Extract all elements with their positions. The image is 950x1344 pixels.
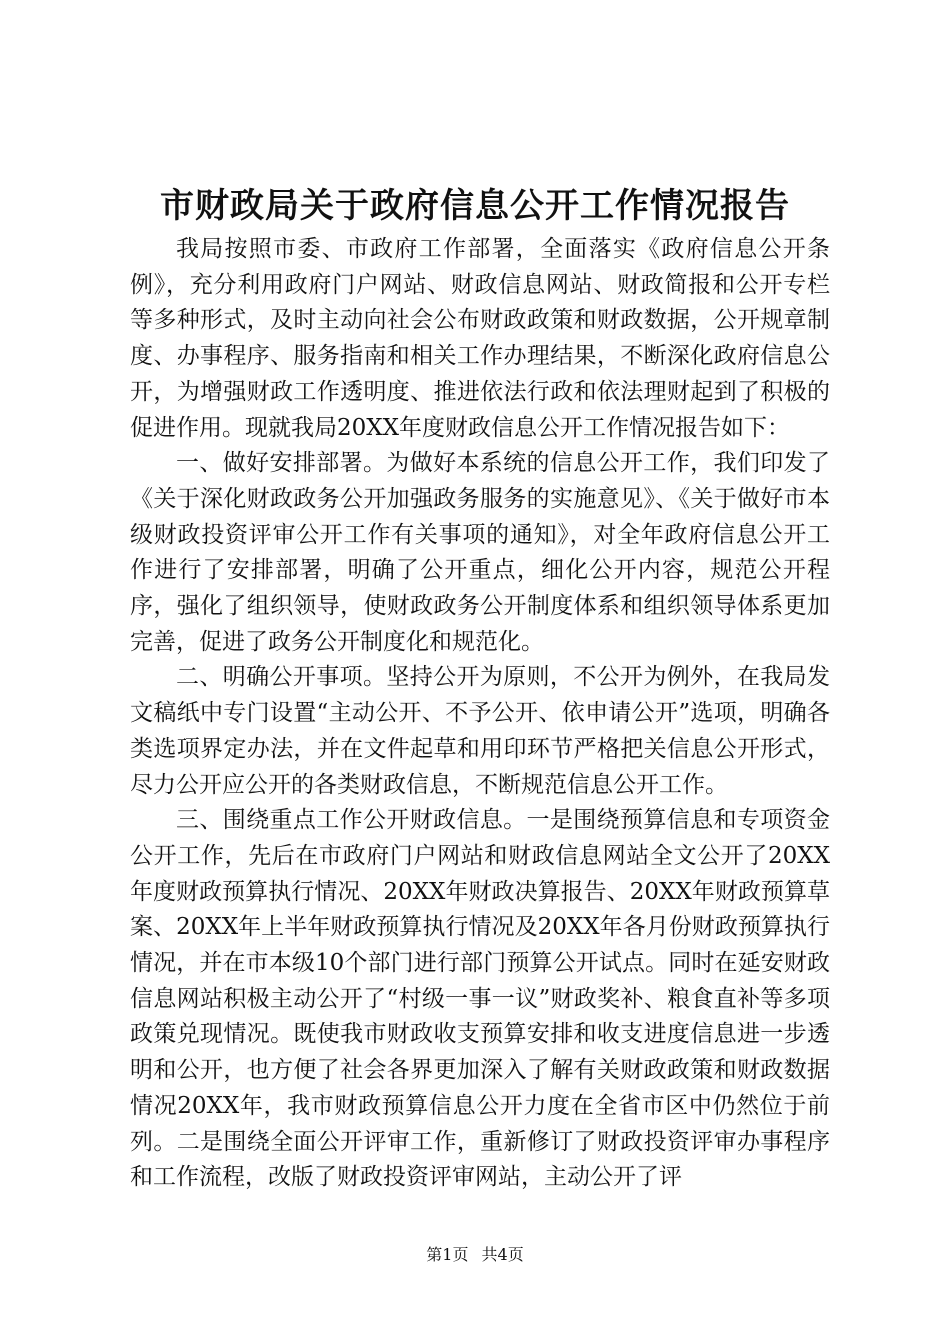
document-body: [130, 232, 830, 1196]
paragraph-section-2: 二、明确公开事项。坚持公开为原则，不公开为例外，在我局发文稿纸中专门设置“主动公开、不予公开、依申请公开”选项，明确各类选项界定办法，并在文件起草和用印环节严格把关信息公开形式，尽力公开应公开的各类财政信息，不断规范信息公开工作。: [130, 664, 830, 798]
paragraph-intro: 我局按照市委、市政府工作部署，全面落实《政府信息公开条例》，充分利用政府门户网站、财政信息网站、财政简报和公开专栏等多种形式，及时主动向社会公布财政政策和财政数据，公开规章制度、办事程序、服务指南和相关工作办理结果，不断深化政府信息公开，为增强财政工作透明度、推进依法行政和依法理财起到了积极的促进作用。现就我局20XX年度财政信息公开工作情况报告如下：: [130, 236, 830, 441]
document-title: 市财政局关于政府信息公开工作情况报告: [160, 186, 790, 226]
page-number: 第1页: [426, 1245, 469, 1264]
paragraph-section-1: 一、做好安排部署。为做好本系统的信息公开工作，我们印发了《关于深化财政政务公开加强政务服务的实施意见》、《关于做好市本级财政投资评审公开工作有关事项的通知》，对全年政府信息公开工作进行了安排部署，明确了公开重点，细化公开内容，规范公开程序，强化了组织领导，使财政政务公开制度体系和组织领导体系更加完善，促进了政务公开制度化和规范化。: [130, 450, 830, 655]
paragraph-section-3: 三、围绕重点工作公开财政信息。一是围绕预算信息和专项资金公开工作，先后在市政府门户网站和财政信息网站全文公开了20XX年度财政预算执行情况、20XX年财政决算报告、20XX年财政预算草案、20XX年上半年财政预算执行情况及20XX年各月份财政预算执行情况，并在市本级10个部门进行部门预算公开试点。同时在延安财政信息网站积极主动公开了“村级一事一议”财政奖补、粮食直补等多项政策兑现情况。既使我市财政收支预算安排和收支进度信息进一步透明和公开，也方便了社会各界更加深入了解有关财政政策和财政数据情况20XX年，我市财政预算信息公开力度在全省市区中仍然位于前列。二是围绕全面公开评审工作，重新修订了财政投资评审办事程序和工作流程，改版了财政投资评审网站，主动公开了评: [130, 807, 830, 1191]
page-total: 共4页: [481, 1245, 524, 1264]
page-footer: [0, 1244, 950, 1266]
